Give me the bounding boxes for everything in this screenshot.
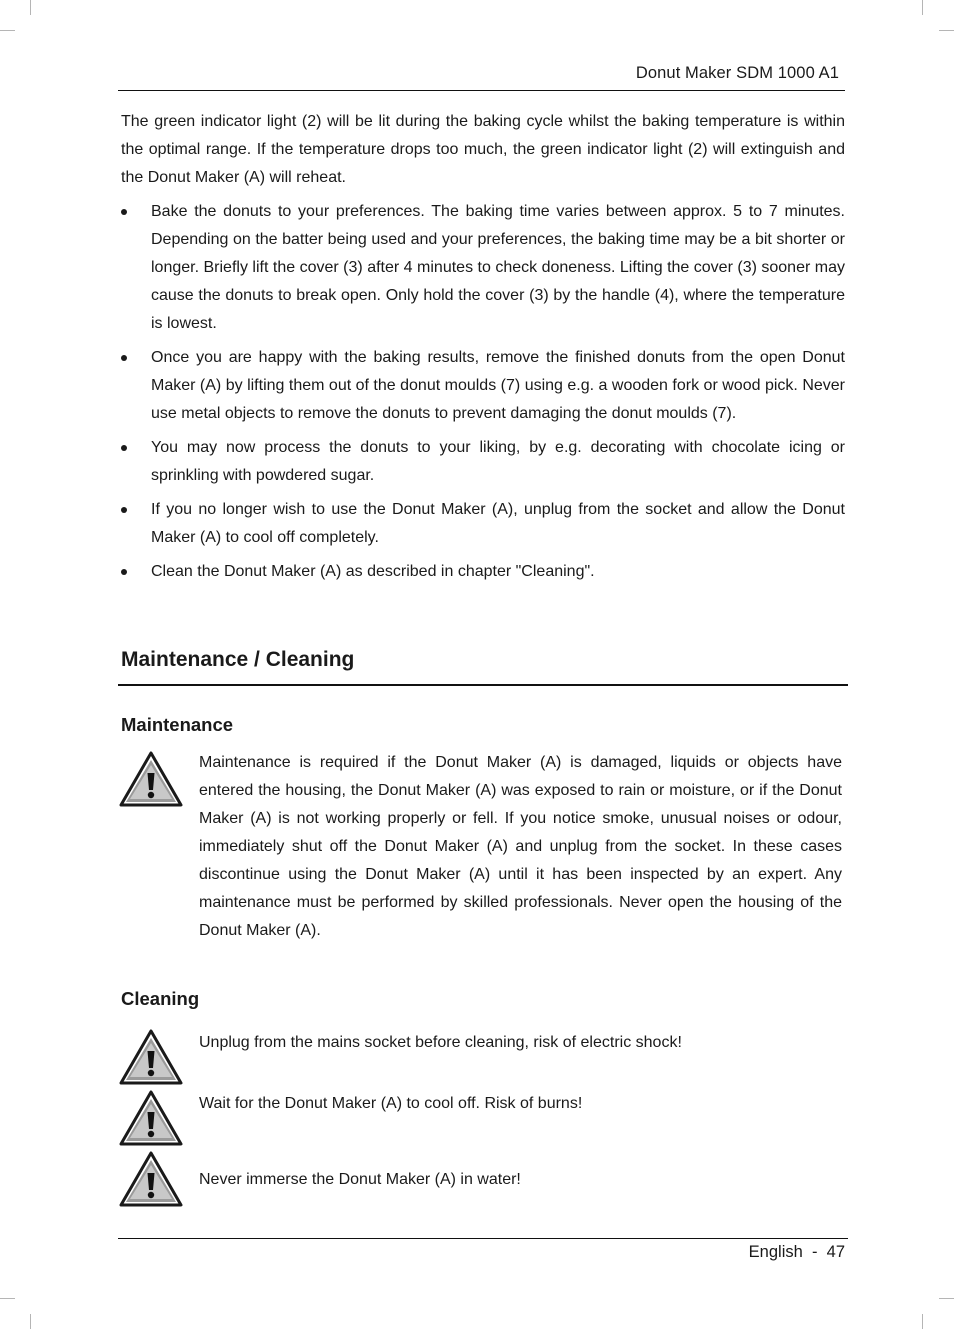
list-item-text: Bake the donuts to your preferences. The baking time varies between approx. 5 to 7 minutes. Depending on the batter being used and your preferences, the baking time may be a bit shorter or longer. Briefly lift the cover (3) after 4 minutes to check doneness. Lifting the cover (3) sooner may cause the donuts to break open. Only hold the cover (3) by the handle (4), where the temperature is lowest. (151, 203, 845, 332)
cleaning-warning-text: Wait for the Donut Maker (A) to cool off. Risk of burns! (199, 1095, 583, 1112)
maintenance-warning-text: Maintenance is required if the Donut Maker (A) is damaged, liquids or objects have entered the housing, the Donut Maker (A) was exposed to rain or moisture, or if the Donut Maker (A) is not working properly or fell. If you notice smoke, unusual noises or odour, immediately shut off the Donut Maker (A) and unplug from the socket. In these cases discontinue using the Donut Maker (A) until it has been inspected by an expert. Any maintenance must be performed by skilled professionals. Never open the housing of the Donut Maker (A). (199, 754, 842, 939)
list-item (121, 198, 845, 338)
bullet-icon (121, 355, 127, 361)
crop-mark (939, 1298, 954, 1299)
page-footer (749, 1243, 845, 1262)
list-item (121, 496, 845, 552)
cleaning-warning-text: Never immerse the Donut Maker (A) in water! (199, 1171, 521, 1188)
crop-mark (922, 0, 923, 15)
list-item-text: If you no longer wish to use the Donut Maker (A), unplug from the socket and allow the Donut Maker (A) to cool off completely. (151, 501, 845, 546)
warning-triangle-icon (119, 1029, 183, 1085)
list-item-text: Clean the Donut Maker (A) as described in chapter "Cleaning". (151, 563, 595, 580)
crop-mark (922, 1314, 923, 1329)
crop-mark (30, 0, 31, 15)
crop-mark (0, 1298, 15, 1299)
bullet-icon (121, 445, 127, 451)
crop-mark (30, 1314, 31, 1329)
section-title: Maintenance / Cleaning (121, 648, 355, 671)
warning-triangle-icon (119, 751, 183, 807)
section-divider (118, 684, 848, 686)
warning-triangle-icon (119, 1090, 183, 1146)
footer-separator: - (811, 1243, 818, 1261)
warning-triangle-icon (119, 1151, 183, 1207)
list-item (121, 558, 845, 586)
list-item-text: Once you are happy with the baking results, remove the finished donuts from the open Donut Maker (A) by lifting them out of the donut moulds (7) using e.g. a wooden fork or wood pick. Never use metal objects to remove the donuts to prevent damaging the donut moulds (7). (151, 349, 845, 422)
footer-divider (118, 1238, 848, 1239)
maintenance-heading: Maintenance (121, 714, 234, 735)
footer-language: English (748, 1243, 803, 1261)
header-title: Donut Maker SDM 1000 A1 (635, 64, 839, 82)
list-item (121, 344, 845, 428)
crop-mark (0, 30, 15, 31)
body-content (121, 108, 845, 592)
cleaning-warning-text: Unplug from the mains socket before cleaning, risk of electric shock! (199, 1034, 682, 1051)
crop-mark (939, 30, 954, 31)
list-item (121, 434, 845, 490)
list-item-text: You may now process the donuts to your liking, by e.g. decorating with chocolate icing or sprinkling with powdered sugar. (151, 439, 845, 484)
instruction-list (121, 198, 845, 586)
page-number: 47 (826, 1243, 845, 1261)
cleaning-heading: Cleaning (121, 988, 200, 1009)
bullet-icon (121, 569, 127, 575)
bullet-icon (121, 209, 127, 215)
intro-paragraph: The green indicator light (2) will be lit during the baking cycle whilst the baking temperature is within the optimal range. If the temperature drops too much, the green indicator light (2) will extinguish and the Donut Maker (A) will reheat. (121, 113, 845, 186)
bullet-icon (121, 507, 127, 513)
page-header (118, 62, 845, 91)
